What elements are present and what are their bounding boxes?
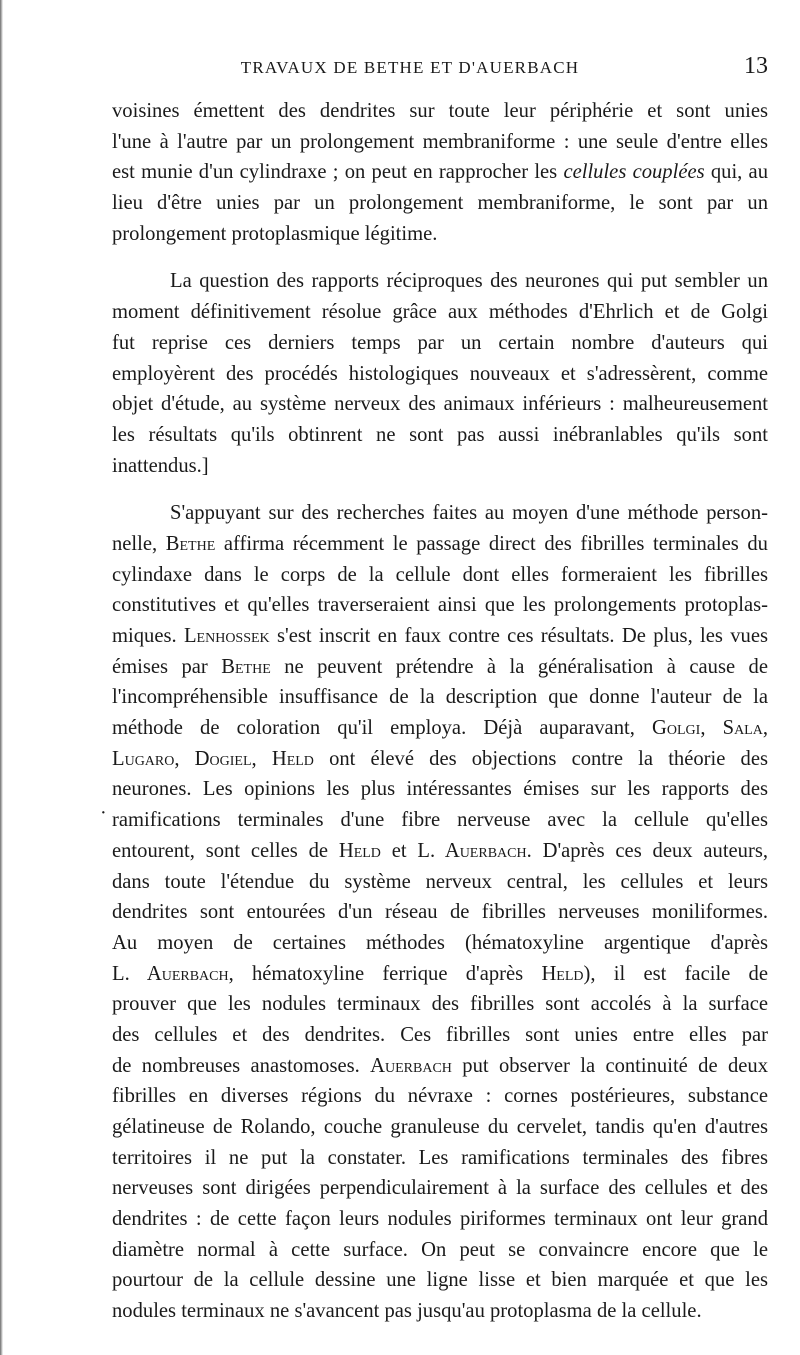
- text-line: [112, 621, 768, 652]
- text-run: neurones. Les opinions les plus intéressantes émises sur les rapports des: [112, 778, 768, 801]
- paragraph-gap: [112, 249, 768, 266]
- author-name: Held: [338, 839, 381, 862]
- author-name: Lugaro, Dogiel, Held: [112, 747, 314, 770]
- text-run: l'incompréhensible insuffisance de la description que donne l'auteur de la: [112, 686, 768, 709]
- text-line: [112, 157, 768, 188]
- text-line: [112, 1204, 768, 1235]
- text-run: dendrites : de cette façon leurs nodules piriformes terminaux ont leur grand: [112, 1208, 768, 1231]
- text-run: ), il est facile de: [583, 962, 768, 985]
- text-run: entourent, sont celles de: [112, 839, 339, 862]
- text-run: . D'après ces deux auteurs,: [526, 839, 768, 862]
- text-line: [112, 266, 768, 297]
- text-run: ont élevé des objections contre la théorie des: [313, 747, 768, 770]
- text-line: [112, 897, 768, 928]
- text-run: qui, au: [704, 161, 768, 184]
- paragraph-gap: [112, 481, 768, 498]
- text-line: [112, 682, 768, 713]
- text-run: S'appuyant sur des recherches faites au moyen d'une méthode person-: [170, 502, 768, 525]
- text-run: s'est inscrit en faux contre ces résultats. De plus, les vues: [269, 625, 768, 647]
- paragraph: [112, 96, 768, 249]
- text-run: des cellules et des dendrites. Ces fibrilles sont unies entre elles par: [112, 1023, 768, 1046]
- author-name: L. Auerbach: [417, 839, 527, 862]
- text-run: nodules terminaux ne s'avancent pas jusqu'au protoplasma de la cellule.: [112, 1300, 702, 1323]
- text-line: [112, 96, 768, 127]
- text-line: [112, 744, 768, 775]
- text-run: pourtour de la cellule dessine une ligne lisse et bien marquée et que les: [112, 1269, 768, 1292]
- author-name: Held: [541, 962, 584, 985]
- text-run: gélatineuse de Rolando, couche granuleuse du cervelet, tandis qu'en d'autres: [112, 1116, 768, 1138]
- text-line: [112, 529, 768, 560]
- text-run: dans toute l'étendue du système nerveux central, les cellules et leurs: [112, 870, 768, 893]
- text-run: nelle,: [112, 532, 166, 555]
- text-line: [112, 1112, 768, 1143]
- italic-term: cellules couplées: [563, 161, 705, 184]
- text-run: miques.: [112, 625, 184, 647]
- text-run: constitutives et qu'elles traverseraient ainsi que les prolongements protoplas-: [112, 594, 768, 617]
- text-run: voisines émettent des dendrites sur toute leur périphérie et sont unies: [112, 100, 768, 122]
- paragraph: [112, 498, 768, 1327]
- text-line: [112, 713, 768, 744]
- text-line: [112, 1173, 768, 1204]
- text-run: territoires il ne put la constater. Les ramifications terminales des fibres: [112, 1146, 768, 1169]
- text-run: est munie d'un cylindraxe ; on peut en rapprocher les: [112, 161, 564, 184]
- text-run: cylindaxe dans le corps de la cellule dont elles formeraient les fibrilles: [112, 563, 768, 586]
- body-text: [112, 96, 768, 1327]
- text-run: inattendus.]: [112, 454, 209, 477]
- author-name: Bethe: [165, 532, 216, 555]
- text-run: émises par: [112, 655, 222, 678]
- author-name: Lenhossek: [183, 625, 270, 647]
- text-line: [112, 188, 768, 219]
- text-line: [112, 1143, 768, 1174]
- text-line: [112, 328, 768, 359]
- text-line: [112, 297, 768, 328]
- text-line: [112, 1296, 768, 1327]
- text-line: [112, 928, 768, 959]
- author-name: Golgi, Sala,: [652, 717, 768, 740]
- text-run: Au moyen de certaines méthodes (hématoxyline argentique d'après: [112, 931, 768, 954]
- text-run: méthode de coloration qu'il employa. Déjà auparavant,: [112, 717, 653, 740]
- text-run: ramifications terminales d'une fibre nerveuse avec la cellule qu'elles: [112, 809, 768, 832]
- text-run: l'une à l'autre par un prolongement membraniforme : une seule d'entre elles: [112, 130, 768, 153]
- text-run: diamètre normal à cette surface. On peut se convaincre encore que le: [112, 1238, 768, 1261]
- text-line: [112, 498, 768, 529]
- text-line: [112, 127, 768, 158]
- page-gutter-edge: [0, 0, 3, 1355]
- text-run: put observer la continuité de deux: [451, 1054, 768, 1077]
- text-line: [112, 1265, 768, 1296]
- text-run: lieu d'être unies par un prolongement membraniforme, le sont par un: [112, 192, 768, 215]
- text-line: [112, 1051, 768, 1082]
- running-head: TRAVAUX DE BETHE ET D'AUERBACH: [240, 58, 580, 77]
- text-line: [112, 1081, 768, 1112]
- text-run: nerveuses sont dirigées perpendiculairement à la surface des cellules et des: [112, 1177, 768, 1200]
- text-line: [112, 959, 768, 990]
- paragraph: [112, 266, 768, 481]
- text-line: [112, 219, 768, 250]
- text-line: [112, 989, 768, 1020]
- text-line: [112, 590, 768, 621]
- text-run: de nombreuses anastomoses.: [112, 1054, 371, 1077]
- text-run: prouver que les nodules terminaux des fibrilles sont accolés à la surface: [112, 993, 768, 1016]
- text-run: fibrilles en diverses régions du névraxe : cornes postérieures, substance: [112, 1085, 768, 1108]
- text-line: [112, 867, 768, 898]
- text-line: [112, 451, 768, 482]
- text-run: les résultats qu'ils obtinrent ne sont pas aussi inébranlables qu'ils sont: [112, 423, 768, 446]
- text-run: employèrent des procédés histologiques nouveaux et s'adressèrent, comme: [112, 362, 768, 385]
- text-run: et: [380, 839, 418, 862]
- page-header: [112, 53, 768, 88]
- text-line: [112, 774, 768, 805]
- text-line: [112, 1020, 768, 1051]
- text-line: [112, 1235, 768, 1266]
- text-line: [112, 652, 768, 683]
- text-line: [112, 420, 768, 451]
- page-number: 13: [744, 53, 768, 79]
- margin-mark: ·: [100, 802, 107, 824]
- text-run: ne peuvent prétendre à la généralisation à cause de: [270, 655, 768, 678]
- text-run: prolongement protoplasmique légitime.: [112, 222, 438, 245]
- author-name: L. Auerbach: [112, 962, 229, 985]
- text-line: [112, 389, 768, 420]
- text-run: affirma récemment le passage direct des fibrilles terminales du: [215, 532, 768, 555]
- text-line: [112, 836, 768, 867]
- text-run: , hématoxyline ferrique d'après: [228, 962, 542, 985]
- author-name: Auerbach: [370, 1054, 452, 1077]
- text-line: [112, 560, 768, 591]
- text-run: fut reprise ces derniers temps par un certain nombre d'auteurs qui: [112, 331, 768, 354]
- text-run: La question des rapports réciproques des neurones qui put sembler un: [170, 270, 768, 293]
- author-name: Bethe: [221, 655, 271, 678]
- text-run: objet d'étude, au système nerveux des animaux inférieurs : malheureusement: [112, 393, 768, 416]
- text-run: moment définitivement résolue grâce aux méthodes d'Ehrlich et de Golgi: [112, 301, 768, 324]
- text-run: dendrites sont entourées d'un réseau de fibrilles nerveuses moniliformes.: [112, 901, 768, 924]
- text-line: [112, 805, 768, 836]
- text-line: [112, 359, 768, 390]
